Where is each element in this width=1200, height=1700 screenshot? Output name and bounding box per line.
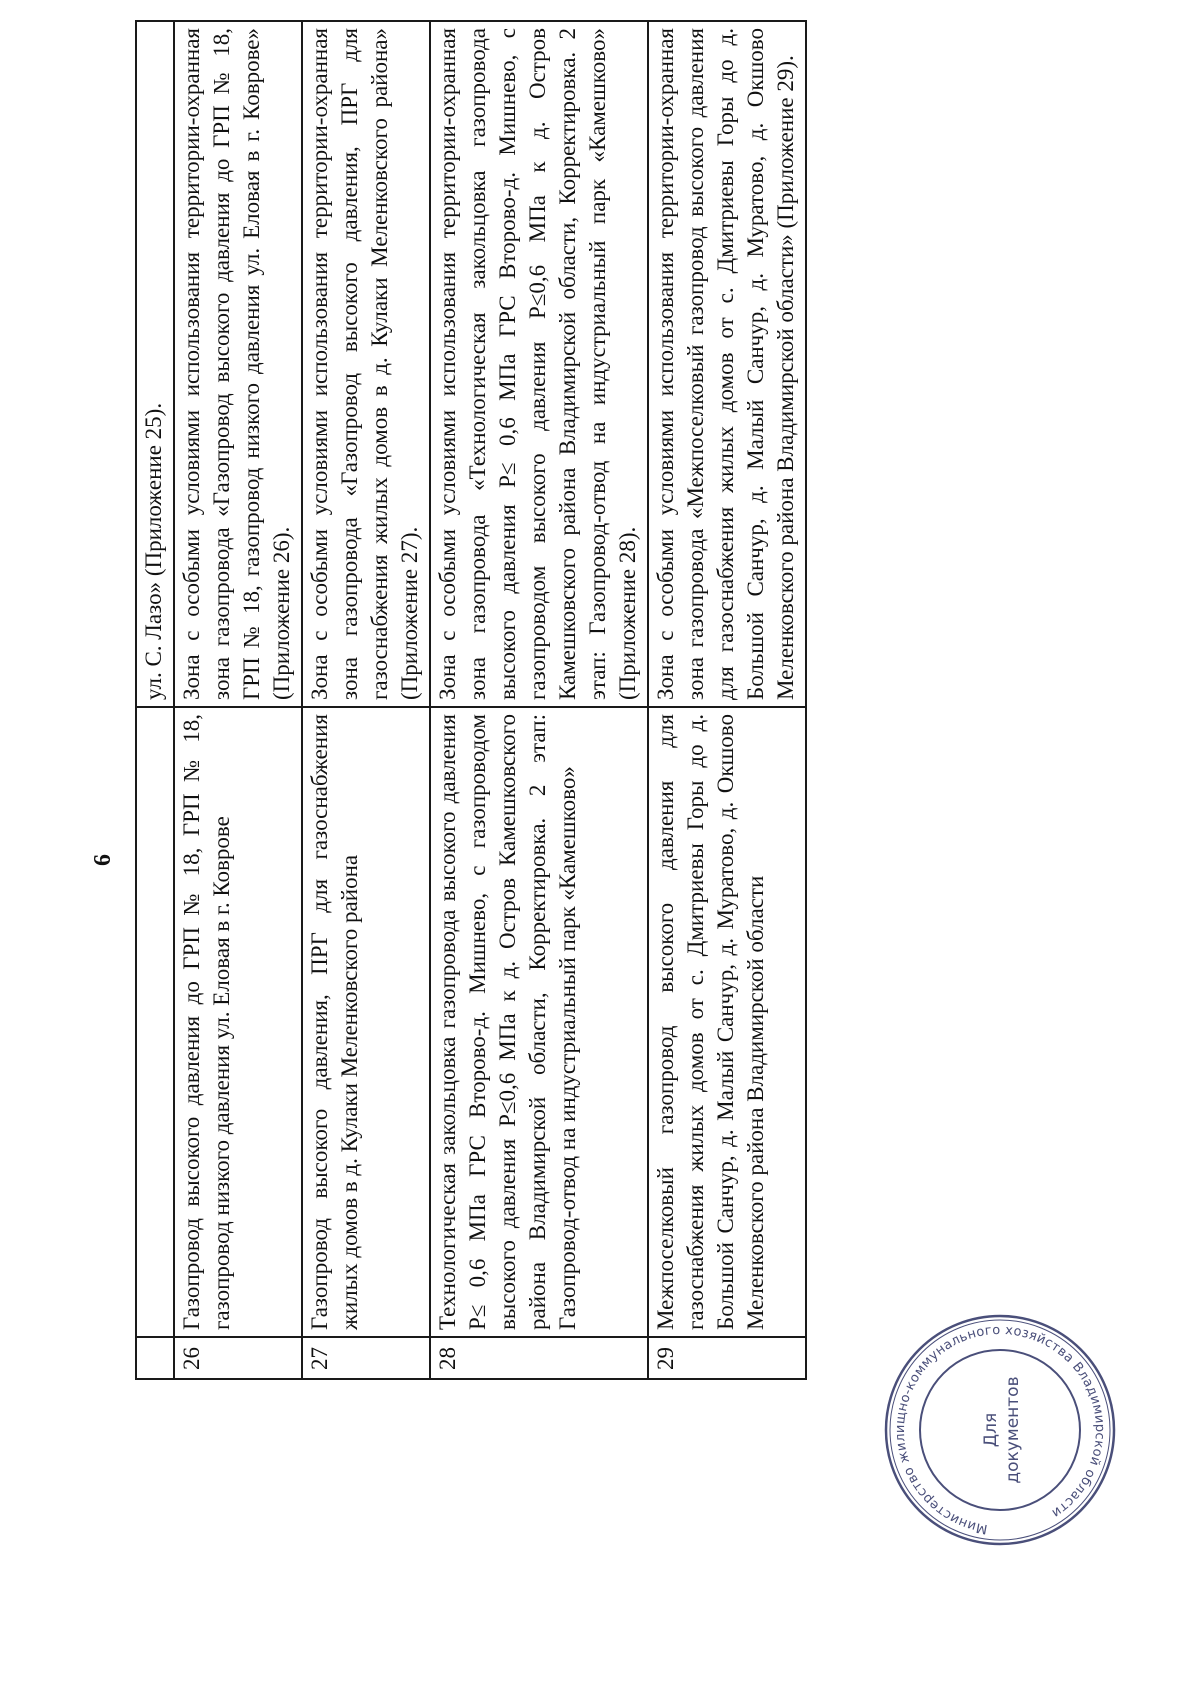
document-page (10, 10, 1190, 1690)
table-row-continuation (136, 21, 174, 1379)
stamp-seal-icon (880, 1310, 1120, 1550)
table-row (430, 21, 648, 1379)
stamp-center-line1: Для (981, 1412, 1001, 1448)
stamp-center-line2: документов (1003, 1376, 1023, 1484)
object-cell: Газопровод высокого давления, ПРГ для газоснабжения жилых домов в д. Кулаки Меленковского района (302, 707, 430, 1337)
row-number: 28 (430, 1337, 648, 1379)
table-row (648, 21, 806, 1379)
object-cell: Межпоселковый газопровод высокого давления для газоснабжения жилых домов от с. Дмитриевы Горы до д. Большой Санчур, д. Малый Санчур, д. Муратово, д. Окшово Меленковского района Владимирской области (648, 707, 806, 1337)
official-stamp (880, 1310, 1120, 1550)
row-number: 27 (302, 1337, 430, 1379)
num-cell (136, 1337, 174, 1379)
zone-cell: Зона с особыми условиями использования территории-охранная зона газопровода «Технологическая закольцовка газопровода высокого давления P≤ 0,6 МПа ГРС Второво-д. Мишнево, с газопроводом высокого давления P≤0,6 МПа к д. Остров Камешковского района Владимирской области, Корректировка. 2 этап: Газопровод-отвод на индустриальный парк «Камешково» (Приложение 28). (430, 21, 648, 707)
row-number: 26 (174, 1337, 302, 1379)
table-row (302, 21, 430, 1379)
table-row (174, 21, 302, 1379)
row-number: 29 (648, 1337, 806, 1379)
object-cell: Технологическая закольцовка газопровода высокого давления P≤ 0,6 МПа ГРС Второво-д. Мишнево, с газопроводом высокого давления P≤0,6 МПа к д. Остров Камешковского района Владимирской области, Корректировка. 2 этап: Газопровод-отвод на индустриальный парк «Камешково» (430, 707, 648, 1337)
zone-cell: Зона с особыми условиями использования территории-охранная зона газопровода «Газопровод высокого давления до ГРП № 18, ГРП № 18, газопровод низкого давления ул. Еловая в г. Коврове» (Приложение 26). (174, 21, 302, 707)
stamp-ring-text: Министерство жилищно-коммунального хозяйства Владимирской области (892, 1322, 1108, 1537)
zones-table (135, 20, 807, 1380)
zone-cell: Зона с особыми условиями использования территории-охранная зона газопровода «Межпоселковый газопровод высокого давления для газоснабжения жилых домов от с. Дмитриевы Горы до д. Большой Санчур, д. Малый Санчур, д. Муратово, д. Окшово Меленковского района Владимирской области» (Приложение 29). (648, 21, 806, 707)
zone-cell: ул. С. Лазо» (Приложение 25). (136, 21, 174, 707)
zone-cell: Зона с особыми условиями использования территории-охранная зона газопровода «Газопровод высокого давления, ПРГ для газоснабжения жилых домов в д. Кулаки Меленковского района» (Приложение 27). (302, 21, 430, 707)
object-cell (136, 707, 174, 1337)
page-number: 6 (90, 854, 116, 866)
object-cell: Газопровод высокого давления до ГРП № 18, ГРП № 18, газопровод низкого давления ул. Еловая в г. Коврове (174, 707, 302, 1337)
